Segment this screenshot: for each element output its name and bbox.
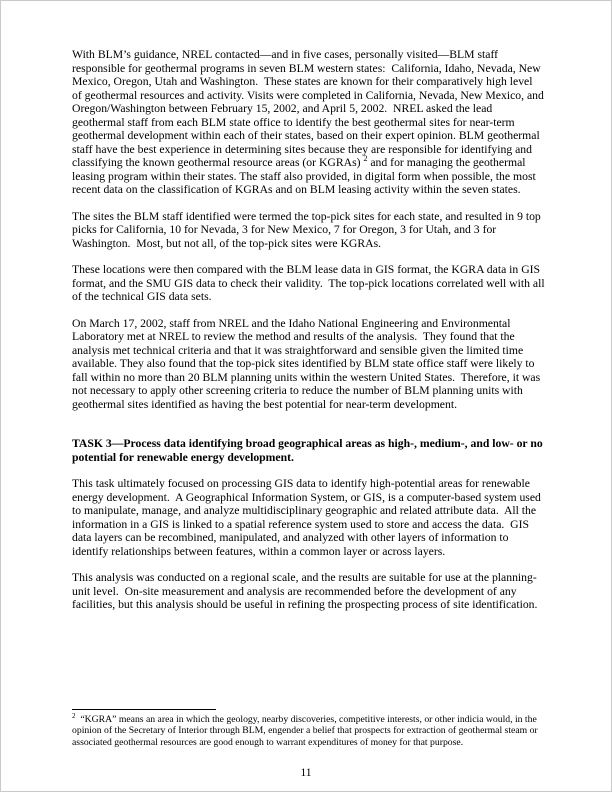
footnote-reference: 2 <box>363 154 368 164</box>
paragraph-nrel-review: On March 17, 2002, staff from NREL and the Idaho National Engineering and Environmental Laboratory met at NREL to review the method and results of the analysis. They found that the analysis met technical criteria and that it was straightforward and sensible given the limited time available. They also found that the top-pick sites identified by BLM state office staff were likely to fall within no more than 20 BLM planning units within the western United States. Therefore, it was not necessary to apply other screening criteria to reduce the number of BLM planning units with geothermal sites identified as having the best potential for near-term development. <box>72 316 544 411</box>
paragraph-gis-comparison: These locations were then compared with the BLM lease data in GIS format, the KGRA data in GIS format, and the SMU GIS data to check their validity. The top-pick locations correlated well with all of the technical GIS data sets. <box>72 263 548 303</box>
footnote-area <box>72 709 545 748</box>
body-text-block <box>72 48 548 625</box>
task-3-heading: TASK 3—Process data identifying broad geographical areas as high-, medium-, and low- or no potential for renewable energy development. <box>72 437 546 464</box>
paragraph-regional-scale: This analysis was conducted on a regional scale, and the results are suitable for use at the planning-unit level. On-site measurement and analysis are recommended before the development of any facilities, but this analysis should be useful in refining the prospecting process of site identification. <box>72 571 538 611</box>
footnote-separator-line <box>72 709 216 710</box>
footnote-text: “KGRA” means an area in which the geology, nearby discoveries, competitive interests, or other indicia would, in the opinion of the Secretary of Interior through BLM, engender a belief that prospects for extraction of geothermal steam or associated geothermal resources are good enough to warrant expenditures of money for that purpose. <box>72 714 541 748</box>
paragraph-text: With BLM’s guidance, NREL contacted—and in five cases, personally visited—BLM staff responsible for geothermal programs in seven BLM western states: California, Idaho, Nevada, New Mexico, Oregon, Utah and Washington. These states are known for their comparatively high level of geothermal resources and activity. Visits were completed in California, Nevada, New Mexico, and Oregon/Washington between February 15, 2002, and April 5, 2002. NREL asked the lead geothermal staff from each BLM state office to identify the best geothermal sites for near-term geothermal development within each of their states, based on their expert opinion. BLM geothermal staff have the best experience in determining sites because they are responsible for identifying and classifying the known geothermal resource areas (or KGRAs) <box>72 48 547 169</box>
footnote-marker: 2 <box>72 711 76 720</box>
paragraph-gis-processing: This task ultimately focused on processing GIS data to identify high-potential areas for renewable energy development. A Geographical Information System, or GIS, is a computer-based system used to manipulate, manage, and analyze multidisciplinary geographic and related attribute data. All the information in a GIS is linked to a spatial reference system used to store and access the data. GIS data layers can be recombined, manipulated, and analyzed with other layers of information to identify relationships between features, within a common layer or across layers. <box>72 477 544 558</box>
paragraph-top-pick-sites: The sites the BLM staff identified were termed the top-pick sites for each state, and resulted in 9 top picks for California, 10 for Nevada, 3 for New Mexico, 7 for Oregon, 3 for Utah, and 3 for Washington. Most, but not all, of the top-pick sites were KGRAs. <box>72 209 544 250</box>
paragraph-blm-guidance <box>72 48 545 197</box>
page-number: 11 <box>300 767 312 779</box>
paragraph-text: and for managing the geothermal leasing program within their states. The staff also provided, in digital form when possible, the most recent data on the classification of KGRAs and on BLM leasing activity within the seven states. <box>72 156 539 196</box>
footnote <box>72 711 545 748</box>
